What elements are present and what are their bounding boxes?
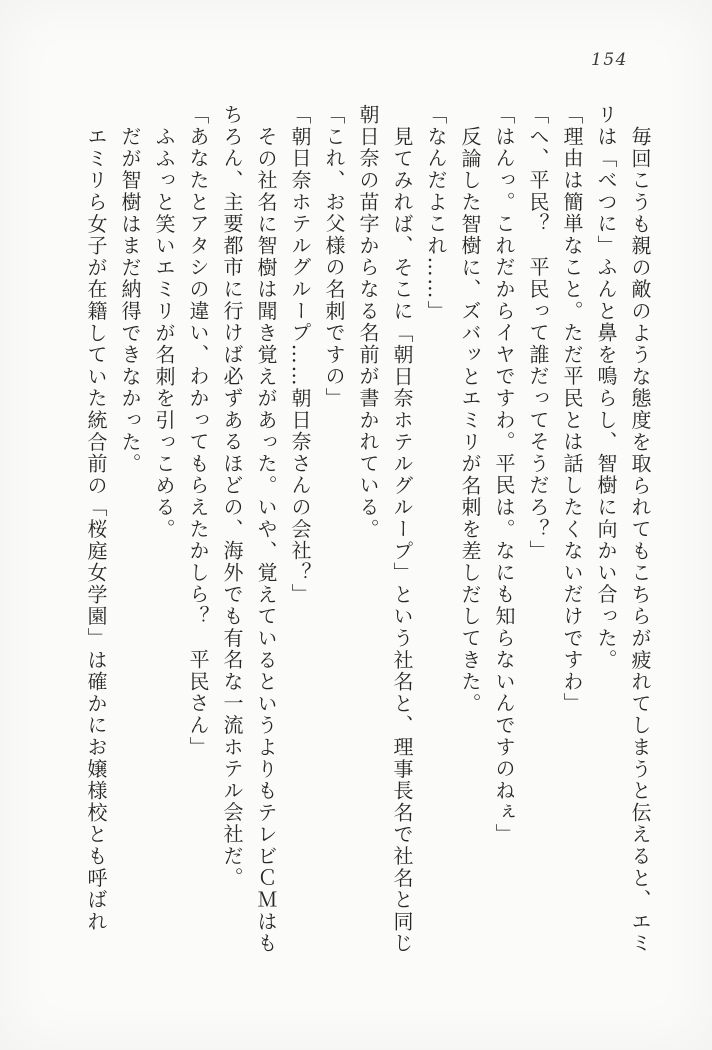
paragraph: 「朝日奈ホテルグループ……朝日奈さんの会社？」 xyxy=(288,104,312,606)
text-block xyxy=(77,104,657,960)
page-number: 154 xyxy=(591,50,628,70)
paragraph: 「あなたとアタシの違い、わかってもらえたかしら？ 平民さん」 xyxy=(186,104,210,758)
paragraph: ふふっと笑いエミリが名刺を引っこめる。 xyxy=(152,126,176,541)
paragraph: 反論した智樹に、ズバッとエミリが名刺を差しだしてきた。 xyxy=(458,126,482,715)
paragraph: エミリら女子が在籍していた統合前の「桜庭女学園」は確かにお嬢様校とも呼ばれ xyxy=(84,126,108,933)
paragraph: 「へ、平民？ 平民って誰だってそうだろ？」 xyxy=(526,104,550,562)
paragraph: 毎回こうも親の敵のような態度を取られてもこちらが疲れてしまうと伝えると、エミリは「べつに」ふんと鼻を鳴らし、智樹に向かい合った。 xyxy=(594,104,652,955)
paragraph: 「はんっ。これだからイヤですわ。平民は。なにも知らないんですのねぇ」 xyxy=(492,104,516,846)
paragraph: 「これ、お父様の名刺ですの」 xyxy=(322,104,346,410)
paragraph: 「理由は簡単なこと。ただ平民とは話したくないだけですわ」 xyxy=(560,104,584,715)
paragraph: 見てみれば、そこに「朝日奈ホテルグループ」という社名と、理事長名で社名と同じ朝日奈の苗字からなる名前が書かれている。 xyxy=(356,104,414,955)
paragraph: だが智樹はまだ納得できなかった。 xyxy=(118,126,142,475)
paragraph: その社名に智樹は聞き覚えがあった。いや、覚えているというよりもテレビＣＭはもちろん、主要都市に行けば必ずあるほどの、海外でも有名な一流ホテル会社だ。 xyxy=(220,104,278,955)
paragraph: 「なんだよこれ……」 xyxy=(424,104,448,322)
